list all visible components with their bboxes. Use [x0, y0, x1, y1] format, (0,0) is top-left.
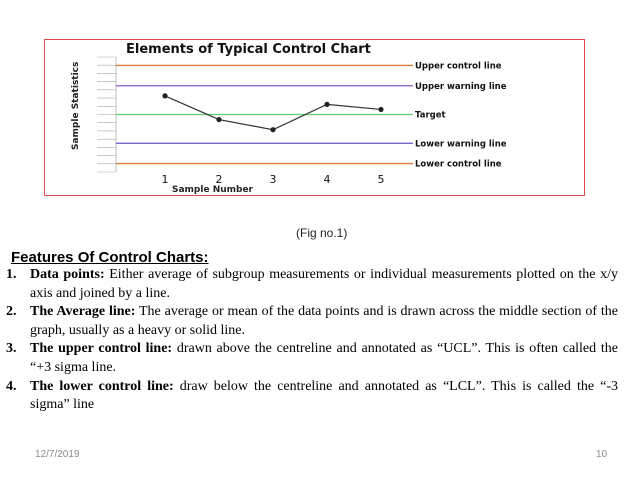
control-chart-figure — [44, 39, 585, 196]
reference-line-label: Upper warning line — [415, 81, 507, 92]
features-heading: Features Of Control Charts: — [11, 249, 209, 266]
feature-number: 2. — [6, 304, 17, 320]
feature-number: 4. — [6, 378, 17, 394]
feature-description: draw below the centreline and annotated as “LCL”. This is called the “-3 sigma” line — [30, 378, 618, 413]
feature-item — [6, 303, 618, 340]
data-point — [216, 117, 221, 122]
feature-term: Data points: — [30, 267, 105, 282]
x-tick-label: 4 — [323, 173, 331, 186]
reference-line-label: Lower control line — [415, 159, 502, 170]
y-axis-ticks — [97, 57, 116, 172]
feature-description: Either average of subgroup measurements or individual measurements plotted on the x/y axis and joined by a line. — [30, 267, 618, 301]
x-tick-label: 3 — [269, 173, 277, 186]
control-chart — [45, 40, 584, 195]
data-point — [270, 127, 275, 132]
feature-term: The Average line: — [30, 304, 136, 320]
data-points — [162, 93, 383, 132]
y-axis-label: Sample Statistics — [71, 61, 81, 150]
data-series-line — [165, 96, 381, 130]
footer-date: 12/7/2019 — [35, 449, 80, 460]
reference-line-label: Upper control line — [415, 61, 502, 72]
data-point — [162, 93, 167, 98]
x-tick-label: 1 — [161, 173, 169, 186]
x-axis-label: Sample Number — [172, 185, 253, 195]
feature-item — [6, 340, 618, 377]
feature-term: The lower control line: — [30, 378, 174, 394]
reference-line-label: Lower warning line — [415, 139, 507, 150]
feature-item — [6, 266, 618, 303]
x-tick-label: 2 — [215, 173, 223, 186]
reference-lines — [116, 65, 413, 163]
reference-line-label: Target — [415, 110, 446, 121]
figure-caption: (Fig no.1) — [296, 226, 348, 240]
x-tick-label: 5 — [377, 173, 385, 186]
feature-item — [6, 378, 618, 415]
feature-number: 3. — [6, 341, 17, 357]
feature-term: The upper control line: — [30, 341, 173, 357]
chart-title: Elements of Typical Control Chart — [126, 42, 371, 57]
feature-description: The average or mean of the data points and is drawn across the middle section of the graph, usually as a heavy or solid line. — [30, 304, 618, 338]
page-number: 10 — [596, 449, 608, 460]
feature-list — [6, 266, 618, 415]
feature-description: drawn above the centreline and annotated as “UCL”. This is often called the “+3 sigma line. — [30, 341, 618, 375]
reference-line-labels — [415, 61, 507, 169]
feature-number: 1. — [6, 267, 17, 282]
data-point — [324, 102, 329, 107]
data-point — [378, 107, 383, 112]
